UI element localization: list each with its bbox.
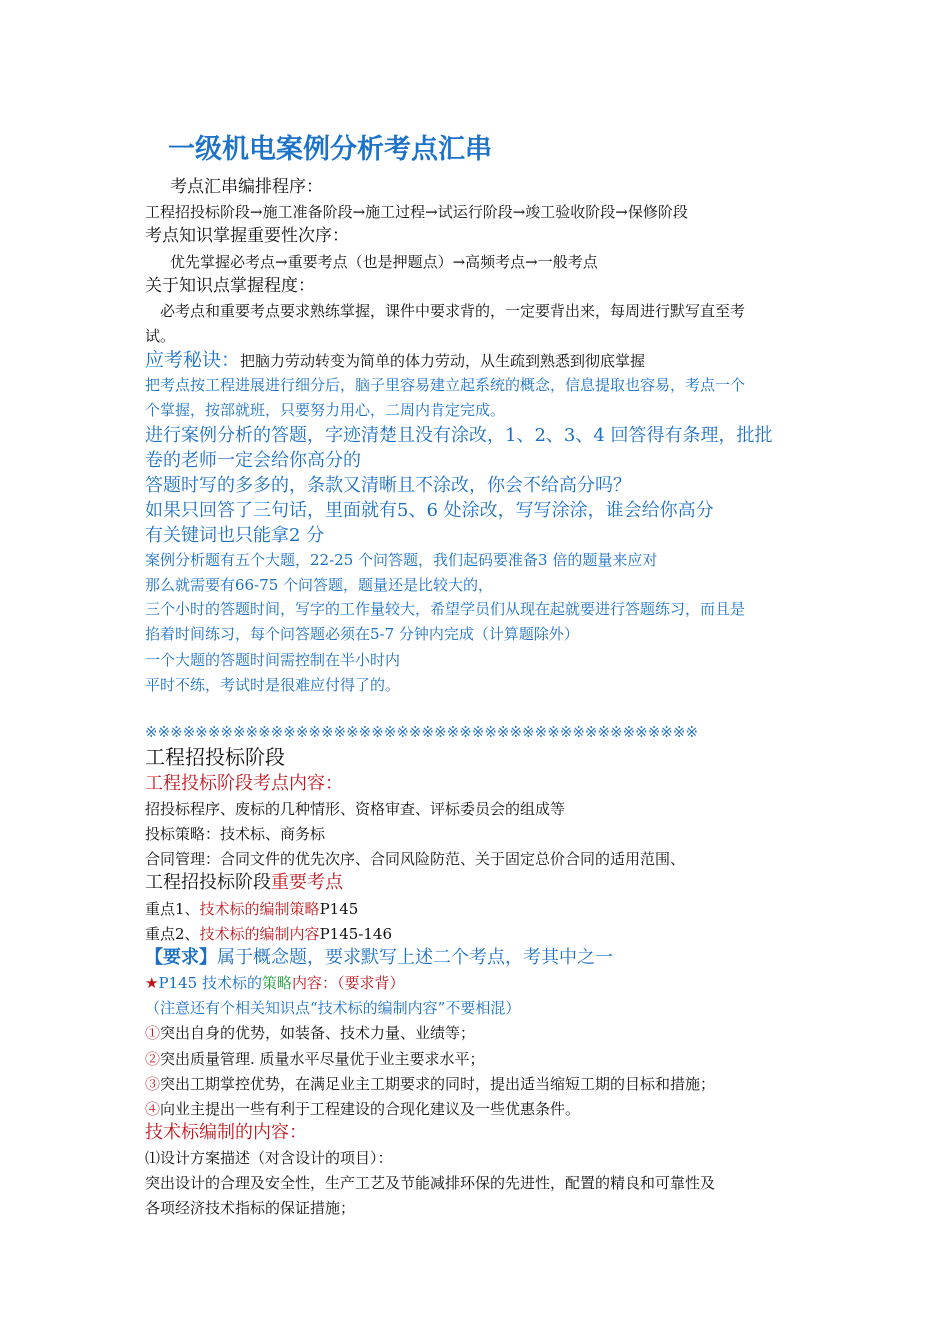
key2-page: P145-146 [319, 925, 392, 943]
key1-topic: 技术标的编制策略 [199, 900, 320, 918]
strategy-item-1 [145, 1025, 475, 1042]
key-heading [145, 873, 343, 894]
secret-p8-line2: 掐着时间练习，每个问答题必须在5-7 分钟内完成（计算题除外） [145, 625, 579, 643]
content-label: 工程投标阶段考点内容： [145, 773, 343, 794]
key-label: 重要考点 [271, 872, 343, 893]
tech-item-2-line2: 各项经济技术指标的保证措施； [145, 1199, 356, 1217]
strategy-item-3 [145, 1076, 715, 1093]
key1-prefix: 重点1、 [145, 900, 200, 918]
item1-text: 突出自身的优势，如装备、技术力量、业绩等； [160, 1024, 476, 1042]
degree-line-2: 试。 [145, 327, 176, 345]
secret-p6: 案例分析题有五个大题，22-25 个问答题，我们起码要准备3 倍的题量来应对 [145, 551, 658, 569]
secret-line [145, 350, 645, 372]
content-item-2: 投标策略：技术标、商务标 [145, 825, 326, 843]
secret-p8-line1: 三个小时的答题时间，写字的工作量较大，希望学员们从现在起就要进行答题练习，而且是 [145, 600, 746, 618]
degree-line-1: 必考点和重要考点要求熟练掌握，课件中要求背的，一定要背出来，每周进行默写直至考 [160, 302, 746, 320]
secret-p2-line1: 进行案例分析的答题，字迹清楚且没有涂改，1、2、3、4 回答得有条理，批批 [145, 425, 773, 446]
strategy-page: P145 技术标的 [158, 974, 262, 992]
item3-text: 突出工期掌控优势，在满足业主工期要求的同时，提出适当缩短工期的目标和措施； [160, 1075, 716, 1093]
strategy-item-2 [145, 1051, 485, 1068]
requirement-text: 属于概念题，要求默写上述二个考点，考其中之一 [217, 947, 613, 968]
divider: ※※※※※※※※※※※※※※※※※※※※※※※※※※※※※※※※※※※※※※※※※※※※ [145, 723, 699, 741]
strategy-heading [145, 975, 404, 992]
key-point-2 [145, 926, 392, 943]
requirement-line [145, 948, 613, 969]
tech-item-1: ⑴设计方案描述（对含设计的项目）： [145, 1149, 393, 1167]
strategy-rest: 内容：（要求背） [291, 974, 405, 992]
key2-prefix: 重点2、 [145, 925, 200, 943]
secret-p1-line2: 个掌握，按部就班，只要努力用心，二周内肯定完成。 [145, 401, 506, 419]
page-title: 一级机电案例分析考点汇串 [168, 134, 492, 165]
program-line: 工程招投标阶段→施工准备阶段→施工过程→试运行阶段→竣工验收阶段→保修阶段 [145, 203, 688, 221]
secret-label: 应考秘诀： [145, 349, 241, 371]
strategy-item-4 [145, 1101, 580, 1118]
key-point-1 [145, 901, 358, 918]
key2-topic: 技术标的编制内容 [199, 925, 320, 943]
item3-number: ③ [145, 1075, 161, 1093]
secret-p9: 一个大题的答题时间需控制在半小时内 [145, 651, 401, 669]
item4-text: 向业主提出一些有利于工程建设的合现化建议及一些优惠条件。 [160, 1100, 581, 1118]
requirement-bracket: 【要求】 [145, 947, 217, 968]
item4-number: ④ [145, 1100, 161, 1118]
secret-p10: 平时不练，考试时是很难应付得了的。 [145, 676, 401, 694]
tech-content-label: 技术标编制的内容： [145, 1122, 307, 1143]
item2-text: 突出质量管理. 质量水平尽量优于业主要求水平； [160, 1050, 485, 1068]
program-label: 考点汇串编排程序： [170, 177, 323, 197]
strategy-note: （注意还有个相关知识点“技术标的编制内容”不要相混） [145, 999, 521, 1017]
secret-p4: 如果只回答了三句话，里面就有5、6 处涂改，写写涂涂，谁会给你高分 [145, 500, 714, 521]
content-item-1: 招投标程序、废标的几种情形、资格审查、评标委员会的组成等 [145, 800, 566, 818]
item1-number: ① [145, 1024, 161, 1042]
secret-p2-line2: 卷的老师一定会给你高分的 [145, 450, 361, 471]
secret-p5: 有关键词也只能拿2 分 [145, 525, 325, 546]
degree-label: 关于知识点掌握程度： [145, 276, 315, 296]
secret-p3: 答题时写的多多的，条款又清晰且不涂改，你会不给高分吗？ [145, 475, 631, 496]
tech-item-2-line1: 突出设计的合理及安全性，生产工艺及节能减排环保的先进性，配置的精良和可靠性及 [145, 1174, 716, 1192]
key1-page: P145 [319, 900, 359, 918]
section-heading: 工程招投标阶段 [145, 745, 285, 769]
secret-text: 把脑力劳动转变为简单的体力劳动，从生疏到熟悉到彻底掌握 [240, 352, 646, 370]
content-item-3: 合同管理：合同文件的优先次序、合同风险防范、关于固定总价合同的适用范围、 [145, 850, 686, 868]
strategy-word: 策略 [261, 974, 292, 992]
key-prefix: 工程招投标阶段 [145, 872, 271, 893]
importance-label: 考点知识掌握重要性次序： [145, 226, 349, 246]
secret-p1-line1: 把考点按工程进展进行细分后，脑子里容易建立起系统的概念，信息提取也容易，考点一个 [145, 376, 746, 394]
secret-p7: 那么就需要有66-75 个问答题，题量还是比较大的， [145, 576, 494, 594]
star-icon: ★ [145, 974, 159, 992]
item2-number: ② [145, 1050, 161, 1068]
importance-line: 优先掌握必考点→重要考点（也是押题点）→高频考点→一般考点 [170, 253, 598, 271]
